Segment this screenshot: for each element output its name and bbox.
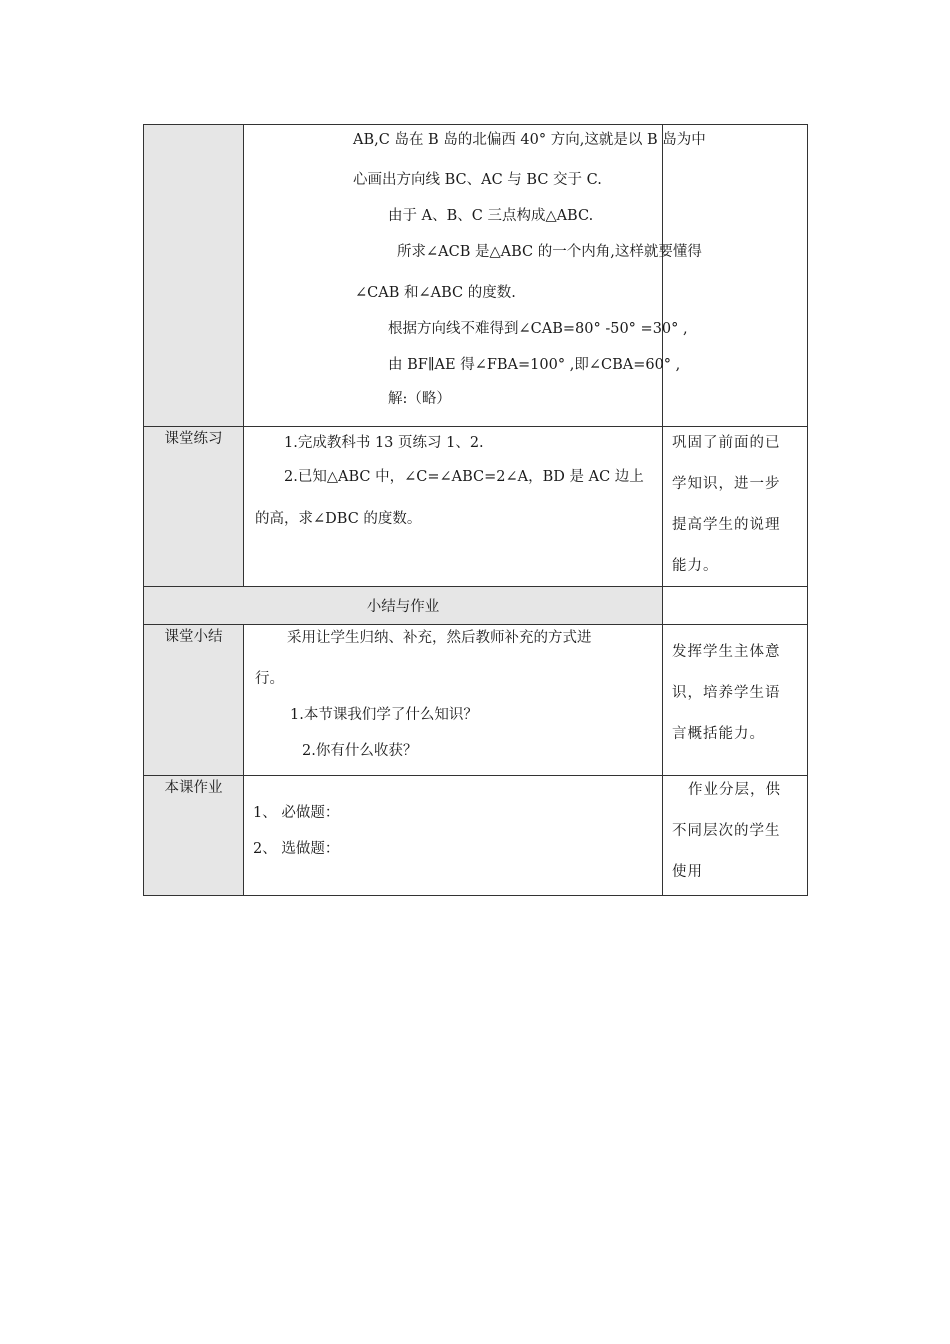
explanation-line: 所求∠ACB 是△ABC 的一个内角,这样就要懂得	[397, 244, 702, 260]
summary-line: 采用让学生归纳、补充，然后教师补充的方式进	[287, 630, 592, 646]
section-heading: 小结与作业	[366, 599, 440, 615]
note-line: 不同层次的学生	[672, 823, 781, 839]
homework-line: 2、 选做题：	[253, 841, 340, 857]
note-line: 能力。	[672, 558, 719, 574]
note-line: 提高学生的说理	[672, 517, 781, 533]
row-label	[144, 625, 244, 776]
summary-content-cell	[244, 625, 663, 776]
note-cell-empty	[663, 125, 808, 427]
note-line: 使用	[672, 864, 703, 880]
summary-line: 1.本节课我们学了什么知识？	[290, 707, 478, 723]
section-heading-cell	[144, 587, 663, 625]
table-row	[144, 587, 808, 625]
explanation-line: 心画出方向线 BC、AC 与 BC 交于 C.	[353, 172, 602, 188]
explanation-line: AB,C 岛在 B 岛的北偏西 40° 方向,这就是以 B 岛为中	[353, 132, 706, 148]
table-row	[144, 776, 808, 896]
explanation-line: 由 BF∥AE 得∠FBA=100° ,即∠CBA=60° ,	[388, 357, 681, 373]
explanation-line: 根据方向线不难得到∠CAB=80° -50° =30° ,	[388, 321, 688, 337]
note-line: 识，培养学生语	[672, 685, 781, 701]
label-cell-empty	[144, 125, 244, 427]
homework-note-cell	[663, 776, 808, 896]
explanation-line: ∠CAB 和∠ABC 的度数.	[355, 285, 516, 301]
homework-label: 本课作业	[164, 780, 223, 796]
row-label	[144, 776, 244, 896]
homework-line: 1、 必做题：	[253, 805, 340, 821]
summary-line: 2.你有什么收获？	[302, 743, 418, 759]
row-label	[144, 427, 244, 587]
explanation-line: 由于 A、B、C 三点构成△ABC.	[388, 208, 594, 224]
lesson-plan-table	[143, 124, 808, 896]
table-row	[144, 427, 808, 587]
explanation-cell	[244, 125, 706, 427]
practice-content-cell	[244, 427, 663, 587]
practice-note-cell	[663, 427, 808, 587]
note-line: 巩固了前面的已	[672, 435, 781, 451]
summary-note-cell	[663, 625, 808, 776]
note-line: 言概括能力。	[672, 726, 765, 742]
heading-note-empty	[663, 587, 808, 625]
homework-content-cell	[244, 776, 663, 896]
table-row	[144, 125, 808, 427]
practice-label: 课堂练习	[164, 431, 223, 447]
summary-label: 课堂小结	[164, 629, 223, 645]
table-row	[144, 625, 808, 776]
note-line: 发挥学生主体意	[672, 644, 781, 660]
practice-line: 2.已知△ABC 中，∠C=∠ABC=2∠A，BD 是 AC 边上	[284, 469, 644, 485]
note-line: 作业分层，供	[688, 782, 781, 798]
practice-line: 1.完成教科书 13 页练习 1、2.	[284, 435, 484, 451]
explanation-line: 解:（略）	[388, 391, 451, 407]
practice-line: 的高，求∠DBC 的度数。	[255, 511, 422, 527]
summary-line: 行。	[255, 671, 284, 687]
note-line: 学知识，进一步	[672, 476, 781, 492]
